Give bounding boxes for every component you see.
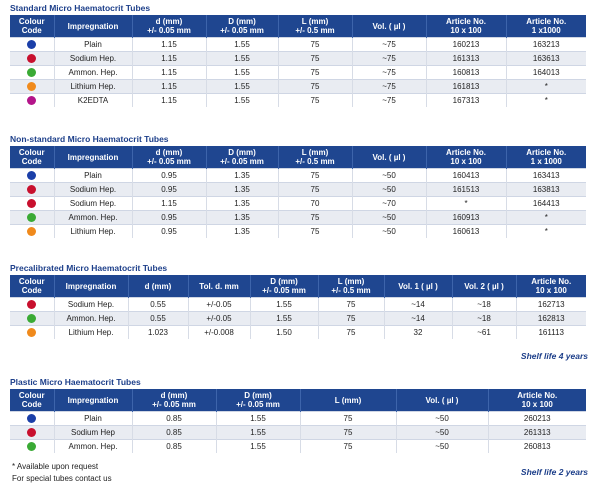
impregnation-cell: Plain [54,38,132,52]
table-cell: 163413 [506,169,586,183]
table-cell: 75 [278,52,352,66]
colour-dot-icon [27,227,36,236]
colour-code-cell [10,440,54,454]
colour-code-cell [10,426,54,440]
column-header: Vol. ( µl ) [352,146,426,169]
column-header: D (mm) +/- 0.05 mm [206,15,278,38]
impregnation-cell: Lithium Hep. [54,326,128,340]
table-cell: ~50 [396,426,488,440]
impregnation-cell: Lithium Hep. [54,225,132,239]
plastic-section [10,376,586,453]
colour-code-cell [10,66,54,80]
table-cell: ~61 [452,326,516,340]
column-header: Vol. 2 ( µl ) [452,275,516,298]
impregnation-cell: Sodium Hep. [54,197,132,211]
precalibrated-table [10,275,586,339]
table-cell: 75 [318,312,384,326]
table-cell: 261313 [488,426,586,440]
table-cell: 260213 [488,412,586,426]
colour-dot-icon [27,96,36,105]
table-cell: 1.15 [132,80,206,94]
colour-dot-icon [27,171,36,180]
standard-section [10,2,586,107]
column-header: Article No. 1 x1000 [506,15,586,38]
table-cell: 1.023 [128,326,188,340]
shelf-life-4-years: Shelf life 4 years [520,351,588,361]
table-cell: 163213 [506,38,586,52]
impregnation-cell: Sodium Hep. [54,298,128,312]
column-header: Tol. d. mm [188,275,250,298]
table-cell: 162713 [516,298,586,312]
colour-dot-icon [27,82,36,91]
colour-dot-icon [27,213,36,222]
table-cell: ~70 [352,197,426,211]
column-header: D (mm) +/- 0.05 mm [250,275,318,298]
column-header: Article No. 1 x 1000 [506,146,586,169]
table-cell: 1.50 [250,326,318,340]
column-header: Impregnation [54,389,132,412]
table-cell: ~75 [352,94,426,108]
table-cell: 75 [278,38,352,52]
colour-code-cell [10,197,54,211]
table-row [10,169,586,183]
colour-dot-icon [27,199,36,208]
table-cell: 1.15 [132,66,206,80]
table-cell: +/-0.05 [188,298,250,312]
table-cell: 75 [300,426,396,440]
table-cell: 75 [300,440,396,454]
table-cell: ~75 [352,80,426,94]
plastic-table [10,389,586,453]
table-cell: 0.55 [128,298,188,312]
table-cell: ~75 [352,38,426,52]
table-cell: ~14 [384,298,452,312]
table-cell: 1.55 [206,38,278,52]
impregnation-cell: Sodium Hep. [54,183,132,197]
table-cell: ~50 [352,225,426,239]
colour-dot-icon [27,414,36,423]
table-row [10,412,586,426]
column-header: Vol. ( µl ) [396,389,488,412]
column-header: L (mm) +/- 0.5 mm [318,275,384,298]
table-cell: 1.55 [206,80,278,94]
table-cell: 0.85 [132,412,216,426]
table-row [10,66,586,80]
precalibrated-section [10,262,586,339]
table-cell: 32 [384,326,452,340]
column-header: D (mm) +/- 0.05 mm [216,389,300,412]
table-cell: * [506,211,586,225]
colour-code-cell [10,183,54,197]
column-header: d (mm) +/- 0.05 mm [132,389,216,412]
column-header: Article No. 10 x 100 [516,275,586,298]
table-row [10,52,586,66]
table-row [10,38,586,52]
column-header: Article No. 10 x 100 [426,146,506,169]
table-cell: 70 [278,197,352,211]
column-header: L (mm) +/- 0.5 mm [278,15,352,38]
table-cell: ~18 [452,312,516,326]
table-cell: * [426,197,506,211]
impregnation-cell: K2EDTA [54,94,132,108]
table-cell: ~50 [396,440,488,454]
column-header: d (mm) +/- 0.05 mm [132,146,206,169]
section-title: Standard Micro Haematocrit Tubes [10,3,151,13]
section-title: Precalibrated Micro Haematocrit Tubes [10,263,168,273]
table-cell: 75 [300,412,396,426]
column-header: L (mm) [300,389,396,412]
table-cell: 160813 [426,66,506,80]
impregnation-cell: Plain [54,169,132,183]
table-cell: 75 [278,225,352,239]
colour-code-cell [10,298,54,312]
table-cell: 1.35 [206,169,278,183]
table-row [10,211,586,225]
table-cell: 163613 [506,52,586,66]
table-cell: 1.15 [132,197,206,211]
table-cell: 1.55 [216,440,300,454]
table-cell: 163813 [506,183,586,197]
impregnation-cell: Ammon. Hep. [54,312,128,326]
table-cell: 75 [318,326,384,340]
colour-code-cell [10,80,54,94]
table-cell: ~50 [352,183,426,197]
table-cell: 1.35 [206,197,278,211]
column-header: Colour Code [10,389,54,412]
column-header: Colour Code [10,146,54,169]
table-cell: 75 [278,80,352,94]
colour-dot-icon [27,54,36,63]
colour-code-cell [10,312,54,326]
column-header: L (mm) +/- 0.5 mm [278,146,352,169]
table-cell: 75 [278,183,352,197]
table-cell: 1.15 [132,52,206,66]
column-header: Colour Code [10,275,54,298]
table-cell: 75 [278,94,352,108]
table-row [10,326,586,340]
standard-table [10,15,586,107]
table-cell: 167313 [426,94,506,108]
table-cell: 1.35 [206,211,278,225]
table-cell: 1.55 [206,66,278,80]
table-cell: * [506,80,586,94]
table-row [10,225,586,239]
table-cell: 160913 [426,211,506,225]
table-cell: 164413 [506,197,586,211]
table-cell: 75 [278,211,352,225]
table-cell: 1.35 [206,225,278,239]
colour-dot-icon [27,314,36,323]
table-cell: ~50 [396,412,488,426]
shelf-life-2-years: Shelf life 2 years [520,467,588,477]
table-cell: 0.55 [128,312,188,326]
table-cell: * [506,225,586,239]
section-title: Non-standard Micro Haematocrit Tubes [10,134,169,144]
table-cell: * [506,94,586,108]
table-cell: ~50 [352,169,426,183]
impregnation-cell: Plain [54,412,132,426]
table-row [10,440,586,454]
colour-dot-icon [27,300,36,309]
table-cell: 161313 [426,52,506,66]
table-cell: 161113 [516,326,586,340]
table-cell: 160213 [426,38,506,52]
colour-code-cell [10,326,54,340]
table-cell: 0.95 [132,211,206,225]
table-cell: 1.55 [206,52,278,66]
column-header: d (mm) [128,275,188,298]
nonstandard-section [10,133,586,238]
table-cell: 75 [318,298,384,312]
column-header: Vol. ( µl ) [352,15,426,38]
table-cell: 0.95 [132,169,206,183]
table-cell: ~75 [352,52,426,66]
column-header: Colour Code [10,15,54,38]
table-cell: 0.85 [132,426,216,440]
table-cell: 1.15 [132,94,206,108]
impregnation-cell: Sodium Hep. [54,52,132,66]
table-cell: 260813 [488,440,586,454]
table-cell: 0.95 [132,225,206,239]
column-header: Vol. 1 ( µl ) [384,275,452,298]
impregnation-cell: Ammon. Hep. [54,440,132,454]
table-cell: 0.95 [132,183,206,197]
table-cell: 75 [278,169,352,183]
table-cell: 1.35 [206,183,278,197]
impregnation-cell: Lithium Hep. [54,80,132,94]
table-cell: 161513 [426,183,506,197]
table-cell: ~50 [352,211,426,225]
section-title: Plastic Micro Haematocrit Tubes [10,377,141,387]
colour-code-cell [10,94,54,108]
footnote-available: * Available upon request [12,462,99,471]
impregnation-cell: Sodium Hep [54,426,132,440]
table-cell: 1.55 [216,412,300,426]
table-cell: 1.55 [250,298,318,312]
colour-dot-icon [27,428,36,437]
table-cell: 1.55 [206,94,278,108]
colour-dot-icon [27,185,36,194]
footnote-special: For special tubes contact us [12,474,112,483]
column-header: D (mm) +/- 0.05 mm [206,146,278,169]
table-cell: 160413 [426,169,506,183]
table-cell: 1.15 [132,38,206,52]
table-cell: +/-0.05 [188,312,250,326]
colour-code-cell [10,211,54,225]
table-cell: ~18 [452,298,516,312]
column-header: d (mm) +/- 0.05 mm [132,15,206,38]
table-cell: 0.85 [132,440,216,454]
colour-code-cell [10,412,54,426]
table-row [10,80,586,94]
table-cell: ~14 [384,312,452,326]
table-row [10,183,586,197]
table-row [10,298,586,312]
colour-code-cell [10,38,54,52]
table-cell: 162813 [516,312,586,326]
table-cell: 160613 [426,225,506,239]
impregnation-cell: Ammon. Hep. [54,211,132,225]
table-cell: 161813 [426,80,506,94]
table-cell: 164013 [506,66,586,80]
table-cell: 1.55 [216,426,300,440]
table-cell: 1.55 [250,312,318,326]
colour-code-cell [10,52,54,66]
table-cell: +/-0.008 [188,326,250,340]
table-cell: ~75 [352,66,426,80]
column-header: Impregnation [54,146,132,169]
table-row [10,312,586,326]
colour-code-cell [10,169,54,183]
table-row [10,197,586,211]
nonstandard-table [10,146,586,238]
impregnation-cell: Ammon. Hep. [54,66,132,80]
colour-dot-icon [27,442,36,451]
colour-dot-icon [27,328,36,337]
column-header: Impregnation [54,275,128,298]
column-header: Impregnation [54,15,132,38]
colour-dot-icon [27,68,36,77]
column-header: Article No. 10 x 100 [426,15,506,38]
column-header: Article No. 10 x 100 [488,389,586,412]
table-row [10,426,586,440]
colour-dot-icon [27,40,36,49]
table-row [10,94,586,108]
table-cell: 75 [278,66,352,80]
colour-code-cell [10,225,54,239]
